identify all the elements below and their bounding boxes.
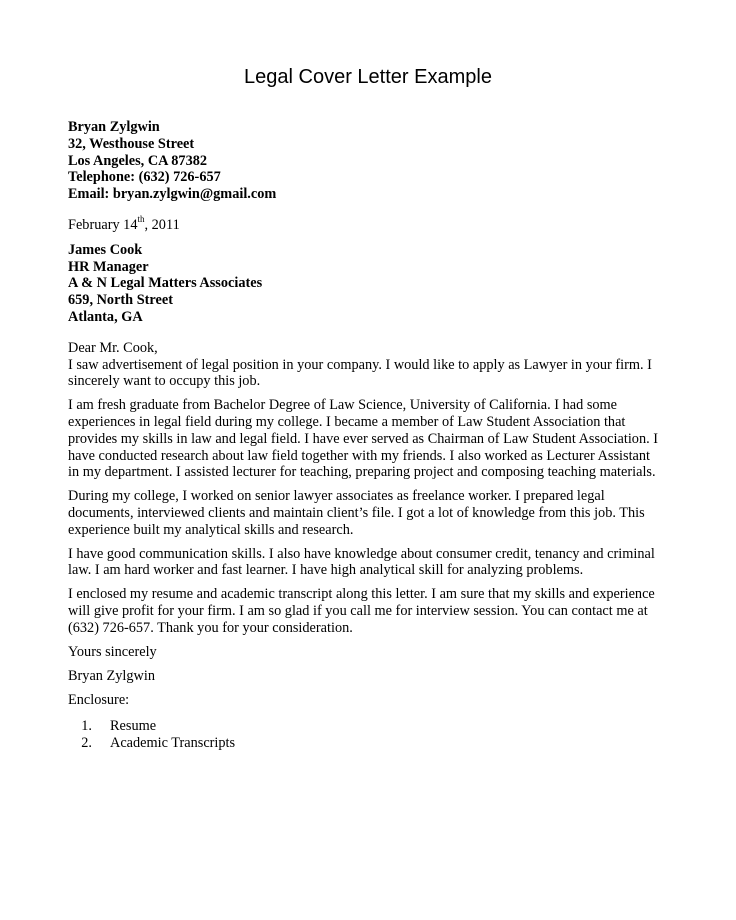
recipient-block	[68, 242, 678, 326]
list-item-text: Academic Transcripts	[110, 734, 236, 751]
sender-block	[68, 119, 678, 203]
list-item-text: Resume	[110, 717, 157, 734]
enclosure-label-text: Enclosure:	[68, 692, 130, 709]
letter-body	[68, 119, 678, 752]
recipient-company: A & N Legal Matters Associates	[68, 275, 263, 292]
paragraph-line: I saw advertisement of legal position in your company. I would like to apply as Lawyer in your firm. I	[68, 356, 652, 373]
paragraph	[68, 586, 678, 636]
paragraph-line: I enclosed my resume and academic transcript along this letter. I am sure that my skills and experience	[68, 586, 655, 603]
paragraph-line: sincerely want to occupy this job.	[68, 373, 261, 390]
signature	[68, 668, 678, 685]
signature-name: Bryan Zylgwin	[68, 668, 155, 685]
date-suffix: th	[137, 214, 145, 225]
list-item-number: 2.	[81, 734, 92, 751]
greeting	[68, 340, 678, 357]
recipient-position: HR Manager	[68, 258, 149, 275]
list-item	[68, 735, 678, 752]
paragraph	[68, 397, 678, 481]
paragraph	[68, 488, 678, 538]
date-prefix: February 14	[68, 216, 138, 233]
letter-paragraphs	[68, 357, 678, 637]
paragraph-line: documents, interviewed clients and maintain client’s file. I got a lot of knowledge from this job. This	[68, 504, 645, 521]
paragraph-line: will give profit for your firm. I am so glad if you call me for interview session. You can contact me at	[68, 602, 648, 619]
greeting-text: Dear Mr. Cook,	[68, 339, 158, 356]
list-item-number: 1.	[81, 717, 92, 734]
paragraph-line: experience built my analytical skills and research.	[68, 521, 354, 538]
paragraph-line: law. I am hard worker and fast learner. I have high analytical skill for analyzing problems.	[68, 562, 584, 579]
closing	[68, 644, 678, 661]
closing-text: Yours sincerely	[68, 643, 157, 660]
list-item	[68, 718, 678, 735]
paragraph-line: in my department. I assisted lecturer for teaching, preparing project and composing teaching materials.	[68, 464, 656, 481]
sender-name: Bryan Zylgwin	[68, 119, 160, 135]
paragraph-line: I am fresh graduate from Bachelor Degree of Law Science, University of California. I had some	[68, 397, 618, 414]
paragraph-line: experiences in legal field during my college. I became a member of Law Student Association that	[68, 413, 626, 430]
paragraph	[68, 357, 678, 391]
sender-street: 32, Westhouse Street	[68, 135, 195, 152]
sender-email: Email: bryan.zylgwin@gmail.com	[68, 186, 277, 203]
recipient-street: 659, North Street	[68, 292, 173, 309]
enclosure-label	[68, 692, 678, 709]
sender-city: Los Angeles, CA 87382	[68, 152, 208, 169]
paragraph	[68, 546, 678, 580]
sender-telephone: Telephone: (632) 726-657	[68, 169, 221, 186]
letter-date	[68, 214, 678, 234]
page-title: Legal Cover Letter Example	[244, 66, 492, 88]
paragraph-line: During my college, I worked on senior lawyer associates as freelance worker. I prepared legal	[68, 488, 605, 505]
paragraph-line: have conducted research about law field together with my friends. I also worked as Lecturer Assistant	[68, 447, 651, 464]
paragraph-line: I have good communication skills. I also have knowledge about consumer credit, tenancy and criminal	[68, 545, 655, 562]
recipient-name: James Cook	[68, 241, 143, 258]
date-year: , 2011	[144, 216, 180, 233]
paragraph-line: (632) 726-657. Thank you for your consideration.	[68, 619, 353, 636]
recipient-city: Atlanta, GA	[68, 308, 143, 325]
paragraph-line: provides my skills in law and legal field. I have ever served as Chairman of Law Student Association. I	[68, 430, 658, 447]
enclosure-list	[68, 718, 678, 752]
